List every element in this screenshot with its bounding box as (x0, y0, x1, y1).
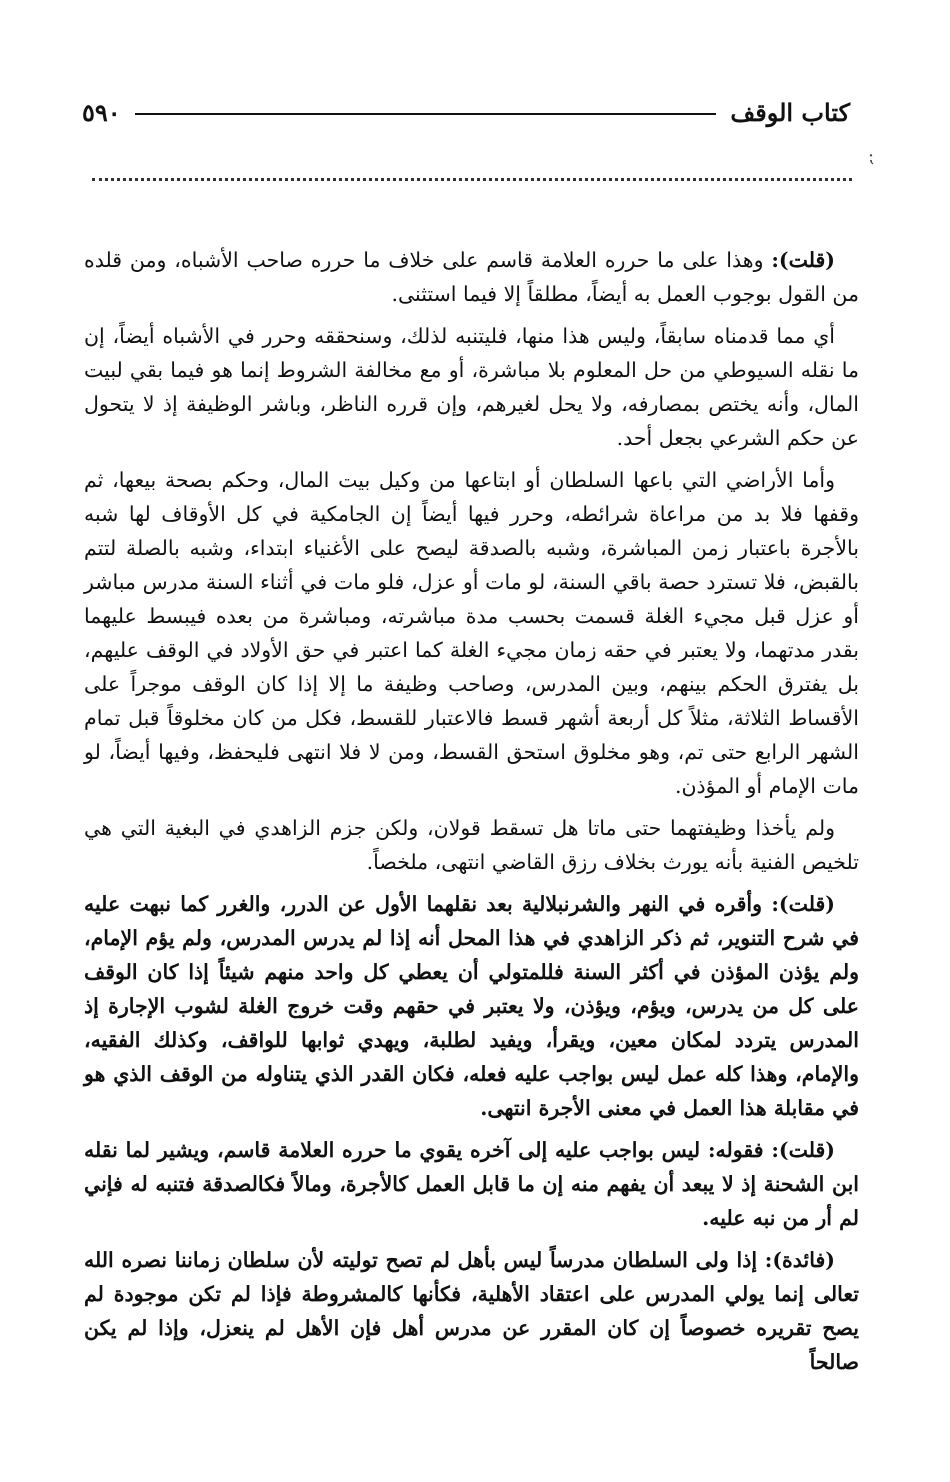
page-number: ٥٩٠ (82, 97, 121, 127)
paragraph-5 (84, 887, 859, 1125)
paragraph-text: وأقره في النهر والشرنبلالية بعد نقلهما الأول عن الدرر، والغرر كما نبهت عليه في شرح التنوير، ثم ذكر الزاهدي في هذا المحل أنه إذا لم يدرس المدرس، ولم يؤم الإمام، ولم يؤذن المؤذن في أكثر السنة فللمتولي أن يعطي كل واحد منهم شيئاً إذا كان الوقف على كل من يدرس، ويؤم، ويؤذن، ولا يعتبر في حقهم وقت خروج الغلة لشوب الإجارة إذ المدرس يتردد لمكان معين، ويقرأ، ويفيد لطلبة، ويهدي ثوابها للواقف، وكذلك الفقيه، والإمام، وهذا كله عمل ليس بواجب عليه فعله، فكان القدر الذي يتناوله من الوقف الذي هو في مقابلة هذا العمل في معنى الأجرة انتهى. (84, 892, 859, 1120)
running-header (82, 92, 850, 132)
paragraph-lead: (قلت): (771, 1138, 835, 1162)
paragraph-2 (84, 319, 859, 455)
margin-mark: ⁏ (868, 146, 875, 167)
paragraph-text: وهذا على ما حرره العلامة قاسم على خلاف ما حرره صاحب الأشباه، ومن قلده من القول بوجوب العمل به أيضاً، مطلقاً إلا فيما استثنى. (84, 248, 859, 306)
paragraph-text: وأما الأراضي التي باعها السلطان أو ابتاعها من وكيل بيت المال، وحكم بصحة بيعها، ثم وقفها فلا بد من مراعاة شرائطه، وحرر فيها أيضاً إن الجامكية في كل الأوقاف لها شبه بالأجرة باعتبار زمن المباشرة، وشبه بالصدقة ليصح على الأغنياء ابتداء، وشبه بالصلة لتتم بالقبض، فلا تسترد حصة باقي السنة، لو مات أو عزل، فلو مات في أثناء السنة مدرس مباشر أو عزل قبل مجيء الغلة قسمت بحسب مدة مباشرته، ومباشرة من بعده فيبسط عليهما بقدر مدتهما، ولا يعتبر في حقه زمان مجيء الغلة كما اعتبر في حق الأولاد في الوقف عليهم، بل يفترق الحكم بينهم، وبين المدرس، وصاحب وظيفة ما إلا إذا كان الوقف موجراً على الأقساط الثلاثة، مثلاً كل أربعة أشهر قسط فالاعتبار للقسط، فكل من كان مخلوقاً قبل تمام الشهر الرابع حتى تم، وهو مخلوق استحق القسط، ومن لا فلا انتهى فليحفظ، وفيها أيضاً، لو مات الإمام أو المؤذن. (84, 468, 859, 798)
paragraph-lead: (قلت): (771, 892, 835, 916)
paragraph-3 (84, 463, 859, 803)
paragraph-text: أي مما قدمناه سابقاً، وليس هذا منها، فليتنبه لذلك، وسنحققه وحرر في الأشباه أيضاً، إن ما نقله السيوطي من حل المعلوم بلا مباشرة، أو مع مخالفة الشروط إنما هو فيما بقي لبيت المال، وأنه يختص بمصارفه، ولا يحل لغيرهم، وإن قرره الناظر، وباشر الوظيفة إذ لا يتحول عن حكم الشرعي بجعل أحد. (84, 324, 859, 450)
paragraph-7 (84, 1243, 859, 1379)
paragraph-4 (84, 811, 859, 879)
paragraph-text: فقوله: ليس بواجب عليه إلى آخره يقوي ما حرره العلامة قاسم، ويشير لما نقله ابن الشحنة إذ لا يبعد أن يفهم منه إن ما قابل العمل كالأجرة، ومالاً فكالصدقة فتنبه له فإني لم أر من نبه عليه. (84, 1138, 859, 1230)
paragraph-6 (84, 1133, 859, 1235)
paragraph-1 (84, 243, 859, 311)
paragraph-text: ولم يأخذا وظيفتهما حتى ماتا هل تسقط قولان، ولكن جزم الزاهدي في البغية التي هي تلخيص الفنية بأنه يورث بخلاف رزق القاضي انتهى، ملخصاً. (84, 816, 859, 874)
paragraph-text: إذا ولى السلطان مدرساً ليس بأهل لم تصح توليته لأن سلطان زماننا نصره الله تعالى إنما يولي المدرس على اعتقاد الأهلية، فكأنها كالمشروطة فإذا لم تكن موجودة لم يصح تقريره خصوصاً إن كان المقرر عن مدرس أهل فإن الأهل لم ينعزل، وإذا لم يكن صالحاً (84, 1248, 859, 1374)
body-text (84, 243, 859, 1387)
paragraph-lead: (فائدة): (764, 1248, 835, 1272)
header-rule (135, 113, 717, 115)
dotted-separator (92, 178, 852, 181)
book-title: كتاب الوقف (730, 97, 850, 127)
paragraph-lead: (قلت): (771, 248, 835, 272)
